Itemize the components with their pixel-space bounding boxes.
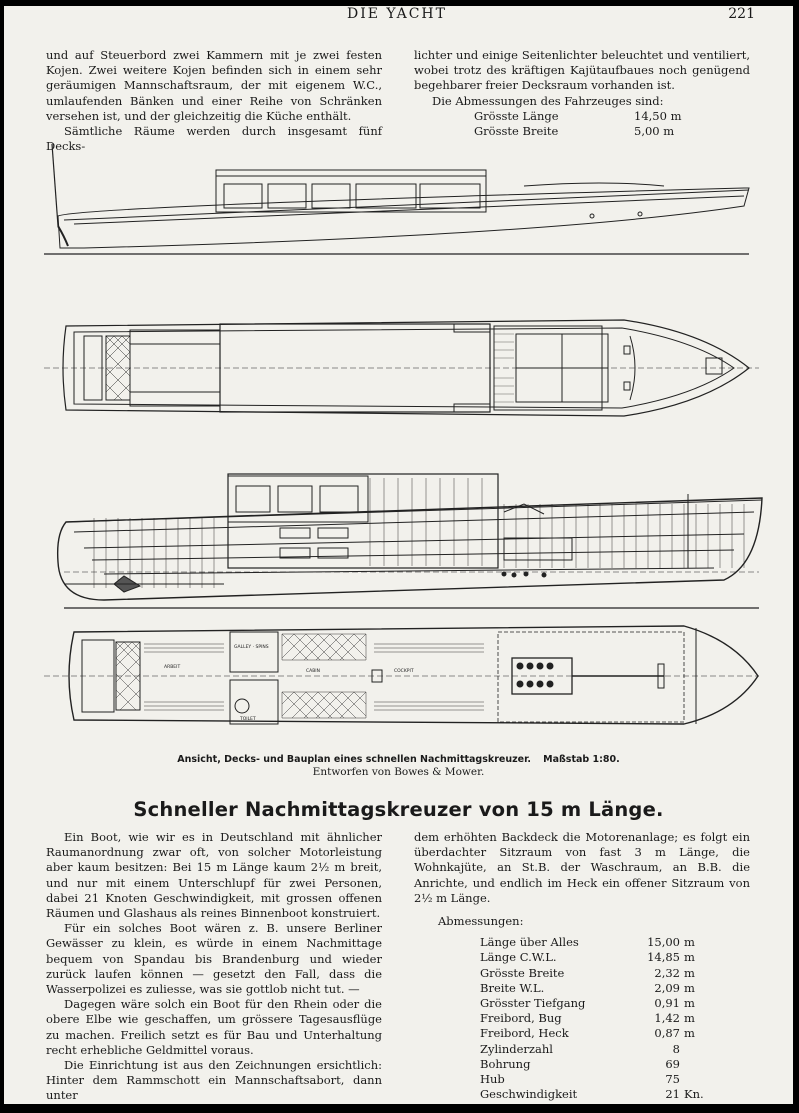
magazine-page — [4, 6, 793, 1104]
paragraph: Dagegen wäre solch ein Boot für den Rhein oder die obere Elbe wie geschaffen, um grössere Tagesausflüge zu machen. Freilich setzt es für Bau und Unterhaltung recht erhebliche Geldmittel voraus. — [46, 997, 382, 1057]
paragraph: Ein Boot, wie wir es in Deutschland mit ähnlicher Raumanordnung zwar oft, von solcher Motorleistung aber kaum besitzen: Bei 15 m Länge kaum 2½ m breit, und nur mit einem Unterschlupf für zwei Personen, dabei 21 Knoten Geschwindigkeit, mit grossen offenen Räumen und Glashaus als reines Binnenboot konstruiert. — [46, 830, 382, 921]
paragraph: lichter und einige Seitenlichter beleuchtet und ventiliert, wobei trotz des kräftigen Kajütaufbaues noch genügend begehbarer freier Decksraum vorhanden ist. — [414, 48, 750, 93]
top-right-column — [414, 48, 750, 139]
dimension-row — [480, 1072, 750, 1087]
dimension-unit: m — [684, 950, 695, 965]
dimension-label: Hub — [480, 1072, 505, 1087]
caption-scale: Maßstab 1:80. — [543, 754, 620, 765]
dimension-label: Länge C.W.L. — [480, 950, 557, 965]
dimension-value: 2,09 — [654, 980, 680, 995]
dimensions-heading: Abmessungen: — [438, 914, 524, 929]
dimension-value: 69 — [665, 1056, 680, 1071]
dimension-label: Länge über Alles — [480, 935, 579, 950]
dimension-unit: m — [684, 1026, 695, 1041]
cruiser-construction-profile — [44, 464, 764, 614]
caption-designer: Entworfen von Bowes & Mower. — [312, 766, 485, 778]
dimension-value: 21 — [665, 1087, 680, 1102]
dimension-row — [480, 1042, 750, 1057]
paragraph: dem erhöhten Backdeck die Motorenanlage; es folgt ein überdachter Sitzraum von fast 3 m Länge, die Wohnkajüte, an St.B. der Waschraum, an B.B. die Anrichte, und endlich im Heck ein offener Sitzraum von 2½ m Länge. — [414, 830, 750, 905]
dimension-row — [480, 1026, 750, 1041]
dimension-label: Bohrung — [480, 1056, 531, 1071]
dimension-row — [474, 109, 750, 124]
dimension-unit: m — [684, 1011, 695, 1026]
running-head — [4, 6, 793, 26]
dimension-value: 75 — [665, 1072, 680, 1087]
dimension-row — [480, 1087, 750, 1102]
dimension-unit: Kn. — [684, 1087, 704, 1102]
page-number: 221 — [728, 6, 755, 22]
paragraph: Die Einrichtung ist aus den Zeichnungen ersichtlich: Hinter dem Rammschott ein Mannschaftsabort, dann unter — [46, 1058, 382, 1103]
boat-side-elevation-1 — [44, 136, 764, 261]
article-left-column — [46, 830, 382, 1104]
dimension-row — [480, 1011, 750, 1026]
dimension-unit — [680, 1057, 714, 1072]
article-headline: Schneller Nachmittagskreuzer von 15 m Länge. — [133, 798, 664, 821]
dimensions-table — [480, 935, 750, 1102]
dimension-value: 15,00 — [647, 935, 680, 950]
figure-caption — [4, 753, 793, 779]
drawing-label: GALLEY · SPINS — [234, 645, 269, 650]
dimension-unit: m — [684, 980, 695, 995]
article-right-column — [414, 830, 750, 1102]
dimension-label: Grösste Breite — [480, 965, 565, 980]
dimension-unit — [680, 1072, 714, 1087]
dimension-unit: m — [684, 965, 695, 980]
dimension-row — [480, 966, 750, 981]
journal-title: DIE YACHT — [347, 6, 447, 22]
drawing-label: CABIN — [306, 669, 321, 674]
caption-main: Ansicht, Decks- und Bauplan eines schnellen Nachmittagskreuzer. — [177, 754, 532, 765]
dimension-unit: m — [684, 996, 695, 1011]
dimension-value: 2,32 — [654, 965, 680, 980]
paragraph: und auf Steuerbord zwei Kammern mit je zwei festen Kojen. Zwei weitere Kojen befinden sich in einem sehr geräumigen Mannschaftsraum, der mit eigenem W.C., umlaufenden Bänken und einer Reihe von Schränken versehen ist, und der gleichzeitig die Küche enthält. — [46, 48, 382, 123]
drawing-label: ARBEIT — [164, 665, 181, 670]
dimension-row — [480, 981, 750, 996]
dimension-value: 14,50 m — [634, 108, 682, 123]
dimension-label: Breite W.L. — [480, 980, 545, 995]
dimension-label: Geschwindigkeit — [480, 1087, 578, 1102]
dimension-value: 0,87 — [654, 1026, 680, 1041]
cruiser-deck-plan — [44, 620, 764, 732]
dimension-value: 14,85 — [647, 950, 680, 965]
top-dimensions-table — [474, 109, 750, 139]
boat-deck-plan-1 — [44, 312, 764, 424]
dimension-label: Grösste Länge — [474, 108, 559, 123]
dimension-value: 8 — [672, 1041, 680, 1056]
dimension-row — [480, 935, 750, 950]
dimension-label: Freibord, Heck — [480, 1026, 569, 1041]
dimension-label: Freibord, Bug — [480, 1011, 562, 1026]
dimension-value: 1,42 — [654, 1011, 680, 1026]
paragraph: Für ein solches Boot wären z. B. unsere Berliner Gewässer zu klein, es würde in einem Nachmittage bequem von Spandau bis Brandenburg und wieder zurück laufen können — gesetzt den Fall, dass die Wasserpolizei es zuliesse, was sie gottlob nicht tut. — — [46, 921, 382, 997]
dimension-value: 5,00 m — [634, 124, 675, 139]
dimension-row — [480, 1057, 750, 1072]
dimension-label: Grösste Breite — [474, 124, 559, 139]
dimension-row — [480, 996, 750, 1011]
drawing-label: COCKPIT — [394, 669, 414, 674]
dimension-unit — [680, 1042, 714, 1057]
dimension-label: Grösster Tiefgang — [480, 996, 586, 1011]
dimension-row — [480, 950, 750, 965]
drawing-label: TOILET — [240, 717, 256, 722]
paragraph: Sämtliche Räume werden durch insgesamt fünf Decks- — [46, 124, 382, 154]
dimensions-intro: Die Abmessungen des Fahrzeuges sind: — [432, 93, 664, 108]
dimension-label: Zylinderzahl — [480, 1041, 553, 1056]
dimension-value: 0,91 — [654, 996, 680, 1011]
dimension-unit: m — [684, 935, 695, 950]
